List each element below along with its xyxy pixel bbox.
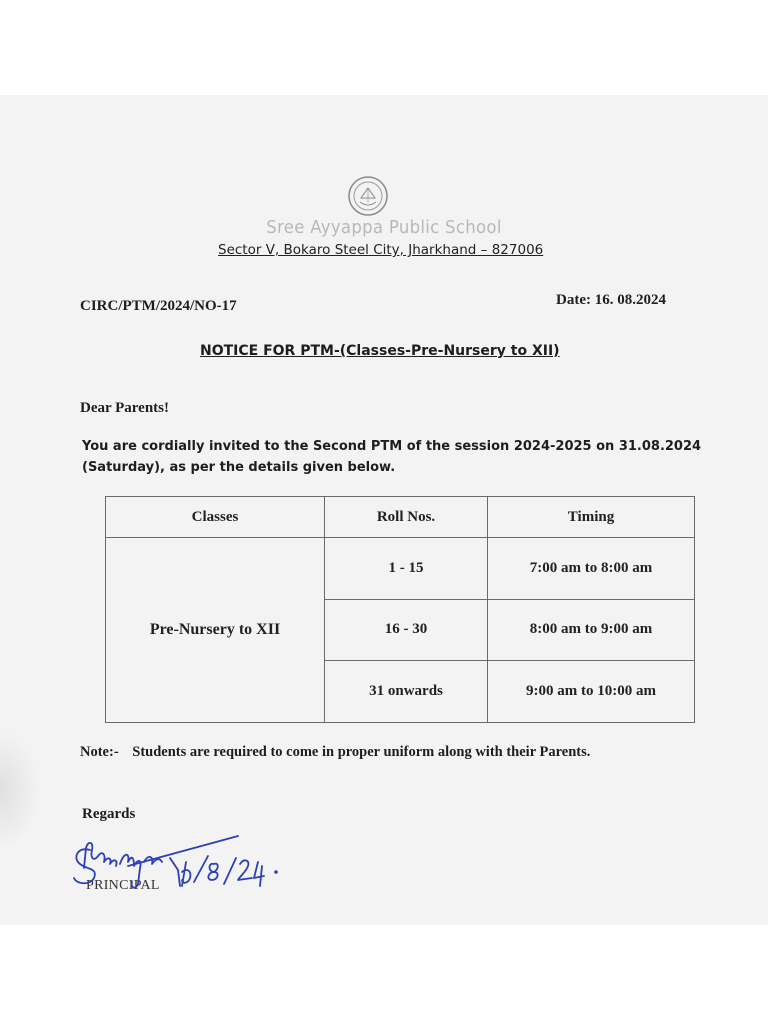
roll-cell: 31 onwards [325, 661, 488, 723]
circular-date: Date: 16. 08.2024 [556, 292, 666, 308]
principal-label: PRINCIPAL [86, 878, 160, 893]
note [80, 744, 590, 761]
intro-paragraph [82, 436, 722, 478]
ptm-schedule-table [105, 496, 695, 723]
circular-number: CIRC/PTM/2024/NO-17 [80, 298, 237, 314]
regards: Regards [82, 806, 136, 822]
note-text: Students are required to come in proper uniform along with their Parents. [132, 744, 591, 760]
school-name: Sree Ayyappa Public School [266, 217, 502, 238]
header-timing: Timing [488, 497, 695, 538]
roll-cell: 1 - 15 [325, 538, 488, 600]
notice-title: NOTICE FOR PTM-(Classes-Pre-Nursery to XII) [200, 343, 560, 359]
table-row [106, 538, 695, 600]
timing-cell: 9:00 am to 10:00 am [488, 661, 695, 723]
table-header-row [106, 497, 695, 538]
roll-cell: 16 - 30 [325, 599, 488, 661]
timing-cell: 7:00 am to 8:00 am [488, 538, 695, 600]
intro-line-2: (Saturday), as per the details given below. [82, 460, 396, 475]
school-logo-icon [346, 174, 390, 218]
timing-cell: 8:00 am to 9:00 am [488, 599, 695, 661]
header-classes: Classes [106, 497, 325, 538]
intro-line-1: You are cordially invited to the Second PTM of the session 2024-2025 on 31.08.2024 [82, 439, 702, 454]
header-roll-nos: Roll Nos. [325, 497, 488, 538]
school-address: Sector V, Bokaro Steel City, Jharkhand – 827006 [218, 242, 544, 258]
paper-shadow [0, 730, 40, 850]
class-group-cell: Pre-Nursery to XII [106, 538, 325, 723]
note-label: Note:- [80, 744, 119, 760]
principal-signature [68, 828, 298, 900]
salutation: Dear Parents! [80, 400, 170, 416]
